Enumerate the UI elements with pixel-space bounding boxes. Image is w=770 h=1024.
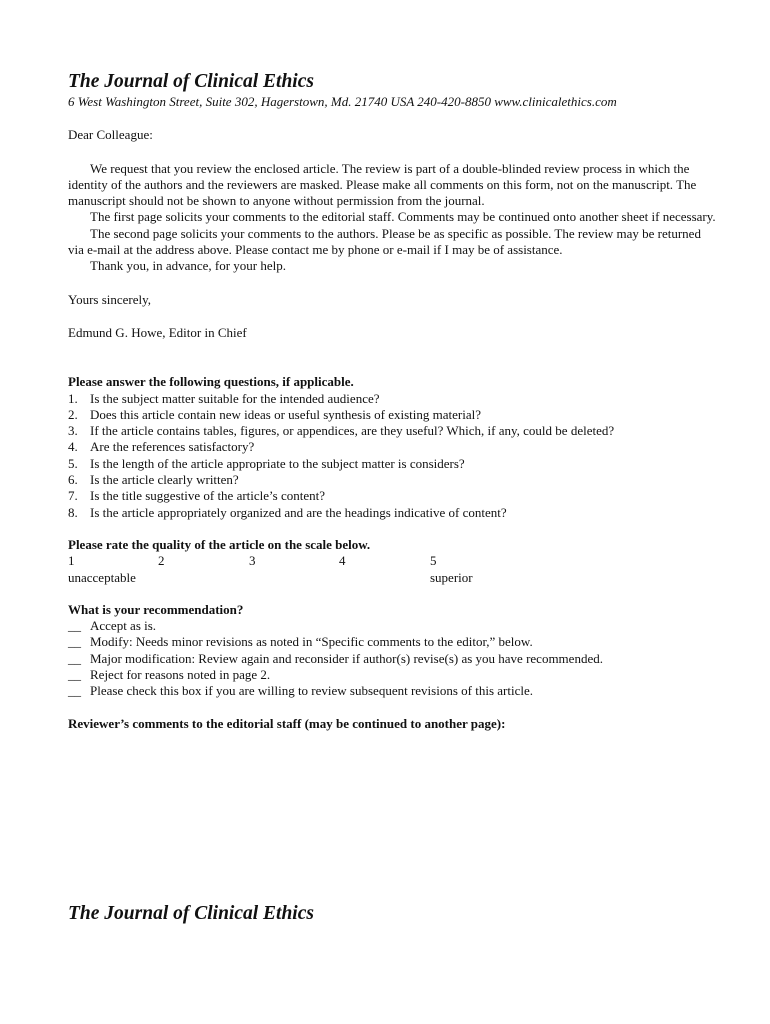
option-text: Modify: Needs minor revisions as noted in “Specific comments to the editor,” below. [90, 634, 533, 650]
question-text: Is the length of the article appropriate to the subject matter is considers? [90, 455, 465, 471]
question-item [68, 423, 718, 439]
questions-section [68, 374, 718, 521]
recommendation-section [68, 602, 718, 700]
question-number: 8. [68, 504, 78, 520]
checkbox-blank[interactable]: __ [68, 634, 81, 650]
rating-scale [68, 553, 718, 569]
question-number: 6. [68, 472, 78, 488]
recommendation-option [68, 683, 718, 699]
scale-high-label: superior [430, 569, 473, 585]
option-text: Reject for reasons noted in page 2. [90, 667, 271, 683]
question-text: Does this article contain new ideas or useful synthesis of existing material? [90, 406, 481, 422]
salutation: Dear Colleague: [68, 127, 153, 143]
question-text: Are the references satisfactory? [90, 439, 255, 455]
question-number: 7. [68, 488, 78, 504]
scale-low-label: unacceptable [68, 569, 136, 585]
question-item [68, 505, 718, 521]
question-item [68, 439, 718, 455]
questions-list [68, 391, 718, 521]
checkbox-blank[interactable]: __ [68, 667, 81, 683]
letter-paragraph: The second page solicits your comments to the authors. Please be as specific as possible. The review may be returned via e-mail at the address above. Please contact me by phone or e-mail if I may be of assistance. [68, 225, 701, 258]
letter-paragraph: The first page solicits your comments to the editorial staff. Comments may be continued onto another sheet if necessary. [90, 209, 716, 225]
checkbox-blank[interactable]: __ [68, 650, 81, 666]
question-text: Is the subject matter suitable for the intended audience? [90, 390, 380, 406]
checkbox-blank[interactable]: __ [68, 618, 81, 634]
option-text: Accept as is. [90, 618, 157, 634]
scale-point-5[interactable]: 5 [430, 553, 437, 569]
rating-section [68, 537, 718, 586]
question-number: 2. [68, 406, 78, 422]
recommendation-option [68, 651, 718, 667]
question-item [68, 391, 718, 407]
question-item [68, 472, 718, 488]
recommendation-option [68, 667, 718, 683]
scale-point-1[interactable]: 1 [68, 553, 75, 569]
journal-title: The Journal of Clinical Ethics [68, 71, 314, 92]
scale-point-3[interactable]: 3 [249, 553, 256, 569]
question-item [68, 407, 718, 423]
rating-heading: Please rate the quality of the article on the scale below. [68, 536, 371, 552]
option-text: Major modification: Review again and reconsider if author(s) revise(s) as you have recommended. [90, 650, 603, 666]
review-form-page [68, 70, 718, 732]
rating-scale-labels [68, 570, 718, 586]
scale-point-2[interactable]: 2 [158, 553, 165, 569]
question-text: Is the article clearly written? [90, 472, 239, 488]
question-text: Is the article appropriately organized and are the headings indicative of content? [90, 504, 507, 520]
closing: Yours sincerely, [68, 291, 152, 307]
recommendation-option [68, 634, 718, 650]
recommendation-heading: What is your recommendation? [68, 601, 244, 617]
scale-point-4[interactable]: 4 [339, 553, 346, 569]
question-item [68, 456, 718, 472]
question-number: 3. [68, 423, 78, 439]
question-number: 4. [68, 439, 78, 455]
checkbox-blank[interactable]: __ [68, 683, 81, 699]
journal-address: 6 West Washington Street, Suite 302, Hagerstown, Md. 21740 USA 240-420-8850 www.clinicalethics.com [68, 94, 617, 109]
letter-paragraph: We request that you review the enclosed article. The review is part of a double-blinded review process in which the identity of the authors and the reviewers are masked. Please make all comments on this form, not on the manuscript. The manuscript should not be shown to anyone without permission from the journal. [68, 160, 697, 209]
letter-body [68, 161, 718, 275]
letter-paragraph: Thank you, in advance, for your help. [90, 258, 287, 274]
comments-heading: Reviewer’s comments to the editorial staff (may be continued to another page): [68, 715, 506, 731]
question-text: If the article contains tables, figures, or appendices, are they useful? Which, if any, could be deleted? [90, 423, 615, 439]
recommendation-option [68, 618, 718, 634]
signature: Edmund G. Howe, Editor in Chief [68, 324, 247, 340]
question-item [68, 488, 718, 504]
footer-journal-title: The Journal of Clinical Ethics [68, 903, 314, 924]
question-number: 1. [68, 390, 78, 406]
question-text: Is the title suggestive of the article’s content? [90, 488, 326, 504]
question-number: 5. [68, 455, 78, 471]
option-text: Please check this box if you are willing to review subsequent revisions of this article. [90, 683, 533, 699]
questions-heading: Please answer the following questions, if applicable. [68, 374, 354, 390]
